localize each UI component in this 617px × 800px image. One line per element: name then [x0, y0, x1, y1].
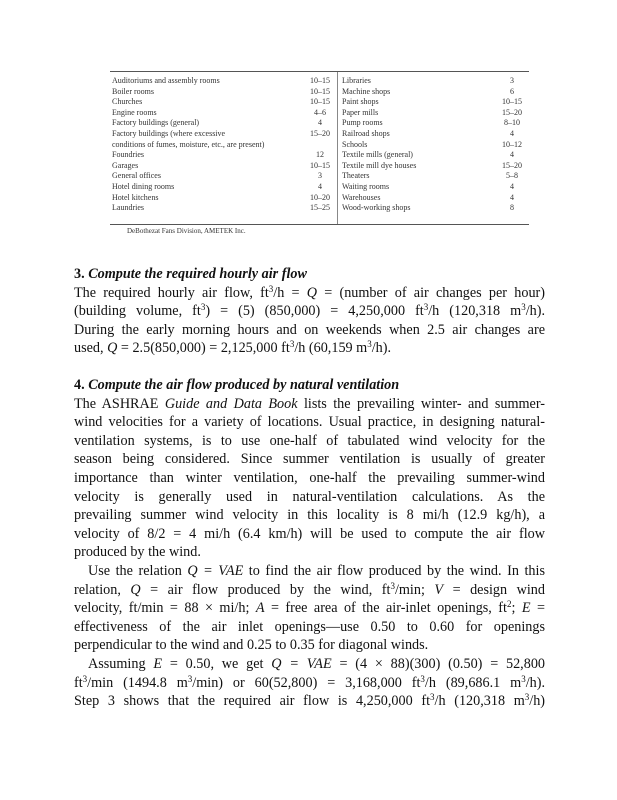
section-4-paragraph-3 — [74, 655, 545, 711]
paragraph-line: importance than winter ventilation, one-half the prevailing summer-wind — [74, 469, 545, 486]
air-changes-value: 4–6 — [314, 107, 326, 117]
air-changes-value: 10–20 — [310, 192, 330, 202]
section-4 — [74, 376, 545, 711]
air-changes-value: 3 — [510, 76, 514, 85]
air-changes-value: 4 — [510, 181, 514, 191]
section-4-number: 4. — [74, 377, 85, 393]
table-bottom-rule — [110, 224, 529, 225]
occupancy-name: Machine shops — [342, 86, 391, 96]
air-changes-value: 3 — [318, 171, 322, 181]
paragraph-line: used, Q = 2.5(850,000) = 2,125,000 $ft^3/h$ (60,159 $m^3/h$). — [74, 339, 392, 357]
occupancy-name: Libraries — [342, 76, 371, 85]
section-3-title: Compute the required hourly air flow — [88, 266, 307, 282]
air-changes-value: 5–8 — [506, 171, 518, 181]
occupancy-name: Factory buildings (where excessive — [112, 128, 226, 138]
occupancy-name: Factory buildings (general) — [112, 118, 200, 128]
paragraph-line: Step 3 shows that the required air flow is 4,250,000 $ft^3/h$ (120,318 $m^3/h$) — [74, 692, 546, 710]
paragraph-line: prevailing summer wind velocity in this locality is 8 mi/h (12.9 kg/h), a — [74, 507, 545, 524]
occupancy-name: conditions of fumes, moisture, etc., are present) — [112, 139, 265, 149]
section-4-title: Compute the air flow produced by natural ventilation — [88, 377, 400, 393]
occupancy-name: Foundries — [112, 150, 144, 160]
occupancy-name: Boiler rooms — [112, 86, 154, 96]
air-changes-value: 4 — [318, 181, 322, 191]
occupancy-name: Churches — [112, 97, 143, 107]
paragraph-line: ventilation systems, is to use one-half of tabulated wind velocity for the — [74, 432, 545, 449]
table-body — [110, 72, 529, 224]
paragraph-line: perpendicular to the wind and 0.25 to 0.35 for diagonal winds. — [74, 637, 429, 654]
occupancy-name: Schools — [342, 139, 368, 149]
table-source-note: DeBothezat Fans Division, AMETEK Inc. — [127, 227, 246, 235]
paragraph-line: velocity, ft/min = 88 × mi/h; A = free area of the air-inlet openings, $ft^2$; E = — [74, 599, 545, 617]
section-4-heading — [74, 376, 545, 395]
occupancy-name: Warehouses — [342, 192, 381, 202]
air-changes-value: 4 — [510, 150, 514, 160]
air-changes-value: 15–20 — [310, 128, 330, 138]
occupancy-name: Hotel kitchens — [112, 192, 159, 202]
paragraph-line: (building volume, $ft^3) = (5)$ (850,000) = 4,250,000 $ft^3/h$ (120,318 $m^3/h$). — [74, 302, 545, 320]
air-changes-value: 8 — [510, 203, 514, 213]
occupancy-name: Wood-working shops — [342, 203, 411, 213]
paragraph-line: $ft^3/\min$ (1494.8 $m^3/\min$) or 60(52,800) = 3,168,000 $ft^3/h$ (89,686.1 $m^3/h$). — [74, 673, 545, 691]
air-changes-value: 10–15 — [310, 86, 330, 96]
occupancy-name: Paint shops — [342, 97, 379, 107]
paragraph-line: Use the relation Q = VAE to find the air flow produced by the wind. In this — [88, 562, 545, 579]
air-changes-value: 10–15 — [310, 160, 330, 170]
paragraph-line: During the early morning hours and on weekends when 2.5 air changes are — [74, 321, 545, 338]
air-changes-value: 8–10 — [504, 118, 520, 128]
air-changes-table — [110, 71, 529, 225]
air-changes-value: 4 — [318, 118, 322, 128]
paragraph-line: season being considered. Since summer ventilation is usually of greater — [74, 451, 545, 468]
air-changes-value: 6 — [510, 86, 514, 96]
paragraph-line: velocity is generally used in natural-ventilation calculations. As the — [74, 488, 545, 505]
air-changes-value: 15–20 — [502, 160, 522, 170]
air-changes-value: 10–12 — [502, 139, 522, 149]
paragraph-line: produced by the wind. — [74, 544, 201, 561]
section-3-number: 3. — [74, 266, 85, 282]
occupancy-name: Theaters — [342, 171, 370, 181]
left-occupancy-column — [112, 76, 264, 214]
paragraph-line: The ASHRAE Guide and Data Book lists the prevailing winter- and summer- — [74, 395, 546, 412]
right-air-changes-column — [496, 76, 528, 214]
occupancy-name: Garages — [112, 160, 139, 170]
air-changes-value: 15–20 — [502, 107, 522, 117]
occupancy-name: Textile mill dye houses — [342, 160, 417, 170]
occupancy-name: Engine rooms — [112, 107, 157, 117]
occupancy-name: Pump rooms — [342, 118, 383, 128]
air-changes-value: 4 — [510, 128, 514, 138]
paragraph-line: wind velocities for a variety of locations. Usual practice, in designing natural- — [74, 414, 545, 431]
occupancy-name: Laundries — [112, 203, 144, 213]
air-changes-value: 10–15 — [310, 76, 330, 85]
occupancy-name: Textile mills (general) — [342, 150, 413, 160]
paragraph-line: The required hourly air flow, $ft^3/h = Q$ = (number of air changes per hour) — [74, 283, 545, 301]
left-air-changes-column — [304, 76, 336, 214]
section-3 — [74, 265, 545, 358]
table-column-divider — [337, 72, 338, 224]
paragraph-line: Assuming E = 0.50, we get Q = VAE = (4 × 88)(300) (0.50) = 52,800 — [88, 655, 546, 672]
air-changes-value: 10–15 — [310, 97, 330, 107]
air-changes-value: 12 — [316, 150, 324, 160]
section-3-paragraph — [74, 284, 545, 358]
occupancy-name: Auditoriums and assembly rooms — [112, 76, 220, 85]
air-changes-value — [304, 140, 336, 151]
occupancy-name: Paper mills — [342, 107, 379, 117]
air-changes-value: 10–15 — [502, 97, 522, 107]
paragraph-line: relation, Q = air flow produced by the wind, $ft^3/\min$; V = design wind — [74, 580, 545, 598]
air-changes-value: 15–25 — [310, 203, 330, 213]
paragraph-line: effectiveness of the air inlet openings—use 0.50 to 0.60 for openings — [74, 618, 545, 635]
section-4-paragraph-1 — [74, 395, 545, 562]
right-occupancy-column — [342, 76, 416, 214]
occupancy-name: General offices — [112, 171, 161, 181]
section-4-paragraph-2 — [74, 562, 545, 655]
occupancy-name: Railroad shops — [342, 128, 390, 138]
paragraph-line: velocity of 8/2 = 4 mi/h (6.4 km/h) will be used to compute the air flow — [74, 525, 545, 542]
occupancy-name: Waiting rooms — [342, 181, 390, 191]
section-3-heading — [74, 265, 545, 284]
occupancy-name: Hotel dining rooms — [112, 181, 175, 191]
air-changes-value: 4 — [510, 192, 514, 202]
